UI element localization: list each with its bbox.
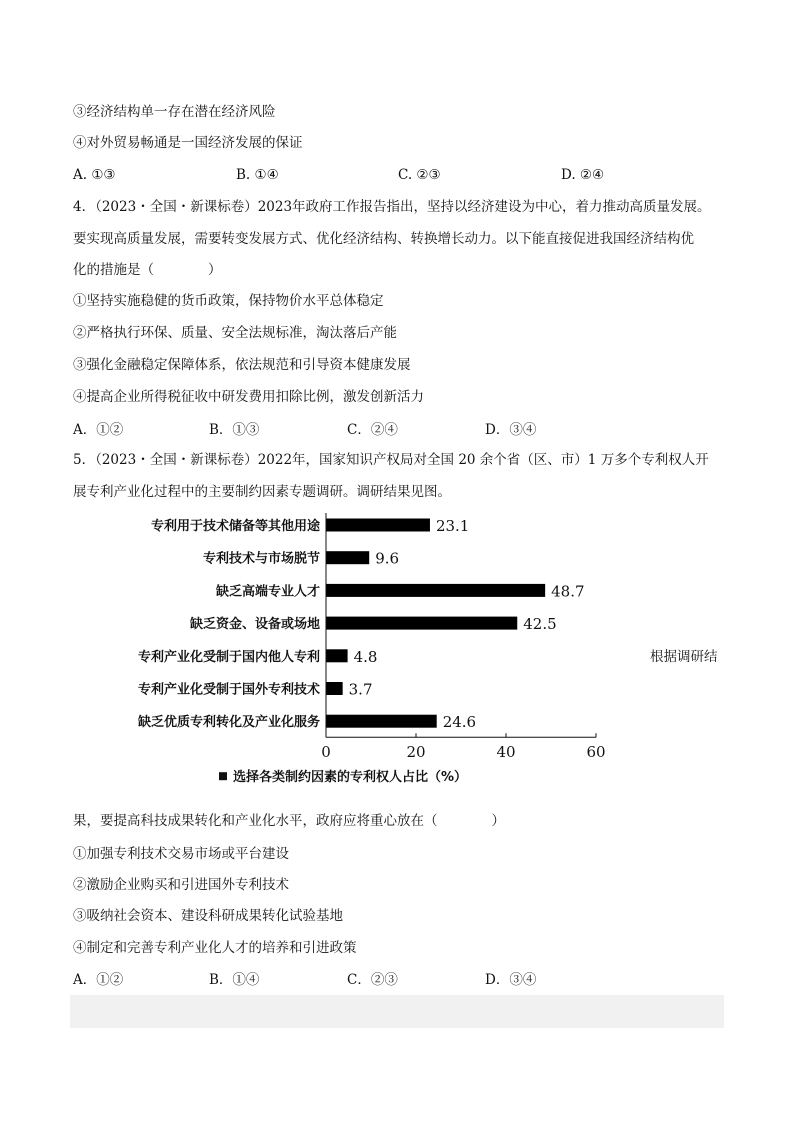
value-label: 23.1 xyxy=(435,517,470,535)
category-label: 缺乏优质专利转化及产业化服务 xyxy=(137,715,320,731)
q5-stem-line-3: 果，要提高科技成果转化和产业化水平，政府应将重心放在（ ） xyxy=(73,813,505,829)
q4-statement-3: ③强化金融稳定保障体系，依法规范和引导资本健康发展 xyxy=(73,357,411,373)
category-label: 专利产业化受制于国内他人专利 xyxy=(137,649,320,665)
q5-side-text: 根据调研结 xyxy=(650,649,718,665)
q4-statement-1: ①坚持实施稳健的货币政策，保持物价水平总体稳定 xyxy=(73,293,384,309)
bar xyxy=(326,715,437,728)
q3-option-a: A. ①③ xyxy=(73,167,116,183)
value-label: 3.7 xyxy=(348,680,373,699)
answer-area-shade xyxy=(70,995,724,1028)
bar xyxy=(326,584,545,597)
q4-stem-line-2: 要实现高质量发展，需要转变发展方式、优化经济结构、转换增长动力。以下能直接促进我国经济结构优 xyxy=(73,231,694,247)
q5-statement-4: ④制定和完善专利产业化人才的培养和引进政策 xyxy=(73,940,357,956)
q5-option-a: A．①② xyxy=(73,972,124,988)
value-label: 4.8 xyxy=(353,647,378,666)
q5-option-c: C．②③ xyxy=(347,972,398,988)
bar xyxy=(326,617,517,630)
category-label: 缺乏高端专业人才 xyxy=(215,584,320,600)
legend-swatch xyxy=(219,772,227,780)
q5-stem-line-1: 5．（2023・全国・新课标卷）2022年，国家知识产权局对全国 20 余个省（区、市）1 万多个专利权人开 xyxy=(73,452,709,468)
q4-statement-2: ②严格执行环保、质量、安全法规标准，淘汰落后产能 xyxy=(73,325,397,341)
q4-stem-line-3: 化的措施是（ ） xyxy=(73,262,222,278)
category-label: 专利用于技术储备等其他用途 xyxy=(150,519,320,534)
q5-stem-line-2: 展专利产业化过程中的主要制约因素专题调研。调研结果见图。 xyxy=(73,484,451,500)
q5-option-d: D．③④ xyxy=(485,972,537,988)
q3-option-d: D. ②④ xyxy=(561,167,605,183)
bar xyxy=(326,551,369,564)
q3-statement-4: ④对外贸易畅通是一国经济发展的保证 xyxy=(73,135,303,151)
q4-option-c: C．②④ xyxy=(347,422,398,438)
x-tick-label: 0 xyxy=(321,743,331,762)
value-label: 24.6 xyxy=(442,713,477,732)
category-label: 专利技术与市场脱节 xyxy=(202,551,320,567)
x-tick-label: 60 xyxy=(586,743,606,762)
q3-option-c: C. ②③ xyxy=(398,167,441,183)
bar xyxy=(326,649,348,662)
value-label: 48.7 xyxy=(551,582,585,601)
x-tick-label: 20 xyxy=(406,743,426,762)
q3-statement-3: ③经济结构单一存在潜在经济风险 xyxy=(73,104,276,120)
category-label: 专利产业化受制于国外专利技术 xyxy=(137,682,320,698)
q4-option-a: A．①② xyxy=(73,422,124,438)
value-label: 42.5 xyxy=(523,615,557,634)
constraint-factors-bar-chart xyxy=(70,505,630,805)
bar xyxy=(326,682,343,695)
q5-statement-2: ②激励企业购买和引进国外专利技术 xyxy=(73,877,289,893)
legend-label: 选择各类制约因素的专利权人占比（%） xyxy=(233,770,468,786)
q4-statement-4: ④提高企业所得税征收中研发费用扣除比例，激发创新活力 xyxy=(73,389,424,405)
x-tick-label: 40 xyxy=(496,743,516,762)
q4-option-b: B．①③ xyxy=(209,422,260,438)
bar xyxy=(326,519,430,532)
value-label: 9.6 xyxy=(375,549,400,568)
q4-stem-line-1: 4．（2023・全国・新课标卷）2023年政府工作报告指出，坚持以经济建设为中心，着力推动高质量发展。 xyxy=(73,199,711,215)
q5-option-b: B．①④ xyxy=(209,972,260,988)
category-label: 缺乏资金、设备或场地 xyxy=(189,617,320,633)
q5-statement-3: ③吸纳社会资本、建设科研成果转化试验基地 xyxy=(73,908,343,924)
q4-option-d: D．③④ xyxy=(485,422,537,438)
q3-option-b: B. ①④ xyxy=(236,167,279,183)
q5-statement-1: ①加强专利技术交易市场或平台建设 xyxy=(73,846,289,862)
